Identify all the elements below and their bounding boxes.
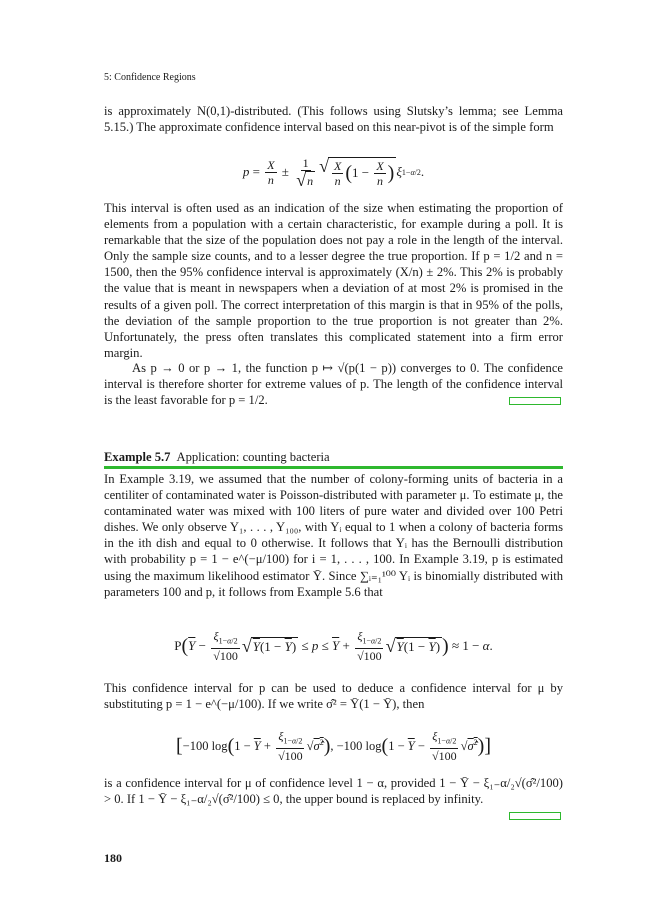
- example-paragraph-substitution: This confidence interval for p can be used to deduce a confidence interval for μ by substituting p = 1 − e^(−μ/100). If we write σ̂² = Ȳ(1 − Ȳ), then: [104, 681, 563, 712]
- formula-interval-probability: P ( $\overline{Y}$ − $\frac{\xi_{1-\alpha/2}}{√100}$ √ Y (1 − $\overline{Y}$ ) ≤ p ≤ $\overline{Y}$ + $\frac{\xi_{1-\alpha/2}}{√100}$ √ Y (1 − $\overline{Y}$ ) ) ≈ 1 − α .: [174, 628, 493, 664]
- example-title: Application: counting bacteria: [176, 450, 330, 464]
- formula-interval-p: p = $\frac{X}{n}$ ± 1 √ n √ $\frac{X}{n}$ ( 1 − $\frac{X}{n}$ ) ξ 1−α/2 .: [242, 155, 425, 190]
- example-paragraph-setup: In Example 3.19, we assumed that the number of colony-forming units of bacteria in a centiliter of contaminated water is Poisson-distributed with parameter μ. To estimate μ, the contaminated water was mixed with 100 liters of pure water and divided over 100 Petri dishes. We only observe Y₁, . . . , Y₁₀₀, with Yᵢ equal to 1 when a colony of bacteria forms in the ith dish and equal to 0 otherwise. It follows that Yᵢ has the Bernoulli distribution with probability p = 1 − e^(−μ/100) for i = 1, . . . , 100. In Example 3.19, p is estimated using the maximum likelihood estimator Ȳ. Since ∑ᵢ₌₁¹⁰⁰ Yᵢ is binomially distributed with parameters 100 and p, it follows from Example 5.6 that: [104, 472, 563, 599]
- end-of-example-box: [509, 812, 561, 820]
- example-label: Example 5.7: [104, 450, 171, 464]
- paragraph-extremes: As p → 0 or p → 1, the function p ↦ √(p(1 − p)) converges to 0. The confidence interval is therefore shorter for extreme values of p. The length of the confidence interval is the least favorable for p = 1/2.: [104, 361, 563, 408]
- paragraph-interpretation: This interval is often used as an indication of the size when estimating the proportion of elements from a population with a certain characteristic, for example during a poll. It is remarkable that the size of the population does not pay a role in the length of the interval. Only the sample size counts, and to a lesser degree the true proportion. If p = 1/2 and n = 1500, then the 95% confidence interval is approximately (X/n) ± 2%. This 2% is probably the value that is meant in newspapers when a deviation of at most 2% is promised in the results of a given poll. The correct interpretation of this margin is that in 95% of the polls, the deviation of the sample proportion to the true proportion is not greater than 2%. Unfortunately, the press often translates this complicated statement into a firm error margin.: [104, 201, 563, 360]
- paragraph-intro: is approximately N(0,1)-distributed. (This follows using Slutsky’s lemma; see Lemma 5.15.) The approximate confidence interval based on this near-pivot is of the simple form: [104, 104, 563, 135]
- formula-interval-mu: [ −100 log ( 1 − $\overline{Y}$ + $\frac{\xi_{1-\alpha/2}}{√100}$ √ σ̂$^2$ ) , −100 log ( 1 − $\overline{Y}$ − $\frac{\xi_{1-\alpha/2}}{√100}$ √ σ̂$^2$ ) ]: [175, 728, 492, 764]
- example-paragraph-conclusion: is a confidence interval for μ of confidence level 1 − α, provided 1 − Ȳ − ξ₁₋α/₂√(σ̂²/100) > 0. If 1 − Ȳ − ξ₁₋α/₂√(σ̂²/100) ≤ 0, the upper bound is replaced by infinity.: [104, 776, 563, 807]
- end-of-proof-box: [509, 397, 561, 405]
- example-heading: [104, 450, 563, 469]
- running-head: 5: Confidence Regions: [104, 72, 196, 83]
- page-number: 180: [104, 851, 122, 865]
